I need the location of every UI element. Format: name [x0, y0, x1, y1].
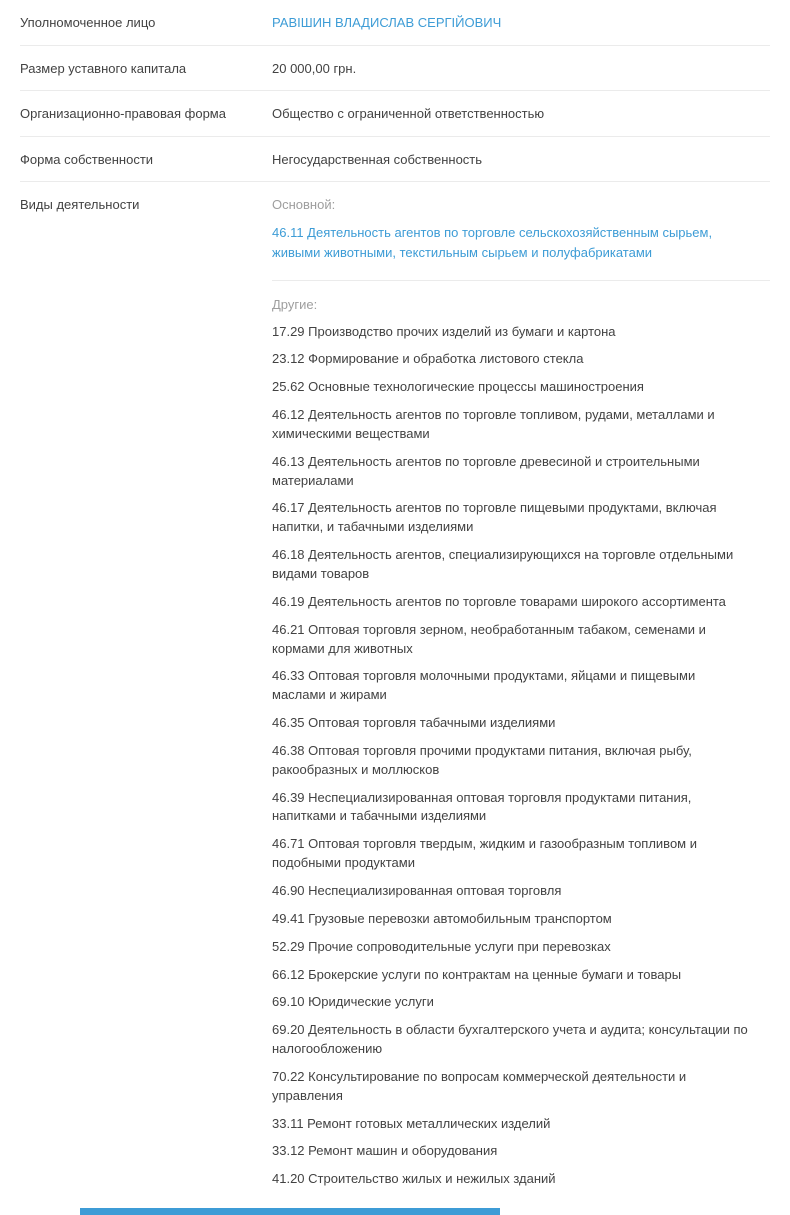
other-activities-heading: Другие: [272, 297, 318, 313]
activity-item: 46.33 Оптовая торговля молочными продуктами, яйцами и пищевыми маслами и жирами [272, 668, 696, 703]
activity-item: 25.62 Основные технологические процессы машиностроения [272, 379, 644, 395]
primary-activity-heading: Основной: [272, 197, 336, 213]
activity-item: 46.71 Оптовая торговля твердым, жидким и газообразным топливом и подобными продуктами [272, 836, 697, 871]
activity-item: 49.41 Грузовые перевозки автомобильным транспортом [272, 910, 612, 926]
primary-activity-link[interactable]: 46.11 Деятельность агентов по торговле сельскохозяйственным сырьем, живыми животными, текстильным сырьем и полуфабрикатами [272, 224, 713, 260]
row-charter-capital [20, 46, 770, 92]
activity-item: 46.19 Деятельность агентов по торговле товарами широкого ассортимента [272, 593, 726, 609]
authorized-person-link[interactable]: РАВІШИН ВЛАДИСЛАВ СЕРГІЙОВИЧ [272, 15, 502, 30]
activity-item: 46.18 Деятельность агентов, специализирующихся на торговле отдельными видами товаров [272, 547, 734, 581]
activity-item: 46.90 Неспециализированная оптовая торговля [272, 882, 562, 898]
other-activities-block [272, 296, 770, 1189]
activities-list [272, 323, 770, 1190]
row-value-legal-form: Общество с ограниченной ответственностью [272, 106, 545, 122]
primary-activity-block [272, 196, 770, 281]
row-label-charter-capital: Размер уставного капитала [20, 60, 187, 76]
activity-item: 23.12 Формирование и обработка листового стекла [272, 351, 584, 367]
activity-item: 46.39 Неспециализированная оптовая торговля продуктами питания, напитками и табачными изделиями [272, 789, 692, 824]
row-authorized-person [20, 0, 770, 46]
activity-item: 70.22 Консультирование по вопросам коммерческой деятельности и управления [272, 1068, 687, 1103]
activity-item: 52.29 Прочие сопроводительные услуги при перевозках [272, 938, 611, 954]
row-label-authorized-person: Уполномоченное лицо [20, 15, 156, 30]
activity-item: 46.12 Деятельность агентов по торговле топливом, рудами, металлами и химическими веществами [272, 407, 715, 441]
activity-item: 66.12 Брокерские услуги по контрактам на ценные бумаги и товары [272, 966, 682, 982]
row-value-activities [272, 196, 770, 1189]
activity-item: 69.10 Юридические услуги [272, 994, 434, 1010]
activity-item: 17.29 Производство прочих изделий из бумаги и картона [272, 323, 616, 339]
row-activities [20, 182, 770, 1202]
row-label-legal-form: Организационно-правовая форма [20, 106, 226, 122]
activity-item: 41.20 Строительство жилых и нежилых зданий [272, 1171, 556, 1187]
row-value-ownership-form: Негосударственная собственность [272, 151, 483, 167]
activity-item: 46.21 Оптовая торговля зерном, необработанным табаком, семенами и кормами для животных [272, 621, 706, 656]
row-label-activities: Виды деятельности [20, 197, 140, 213]
row-value-authorized-person [272, 14, 770, 32]
row-ownership-form [20, 137, 770, 183]
activity-item: 46.13 Деятельность агентов по торговле древесиной и строительными материалами [272, 453, 700, 488]
activity-item: 46.17 Деятельность агентов по торговле пищевыми продуктами, включая напитки, и табачными изделиями [272, 500, 717, 535]
activity-item: 69.20 Деятельность в области бухгалтерского учета и аудита; консультации по налогообложению [272, 1022, 748, 1057]
row-label-ownership-form: Форма собственности [20, 151, 154, 167]
row-value-charter-capital: 20 000,00 грн. [272, 60, 357, 76]
activity-item: 46.38 Оптовая торговля прочими продуктами питания, включая рыбу, ракообразных и моллюсков [272, 742, 692, 777]
bottom-bar [80, 1208, 500, 1215]
activity-item: 46.35 Оптовая торговля табачными изделиями [272, 715, 556, 731]
row-legal-form [20, 91, 770, 137]
activity-item: 33.12 Ремонт машин и оборудования [272, 1143, 498, 1159]
activity-item: 33.11 Ремонт готовых металлических изделий [272, 1115, 551, 1131]
